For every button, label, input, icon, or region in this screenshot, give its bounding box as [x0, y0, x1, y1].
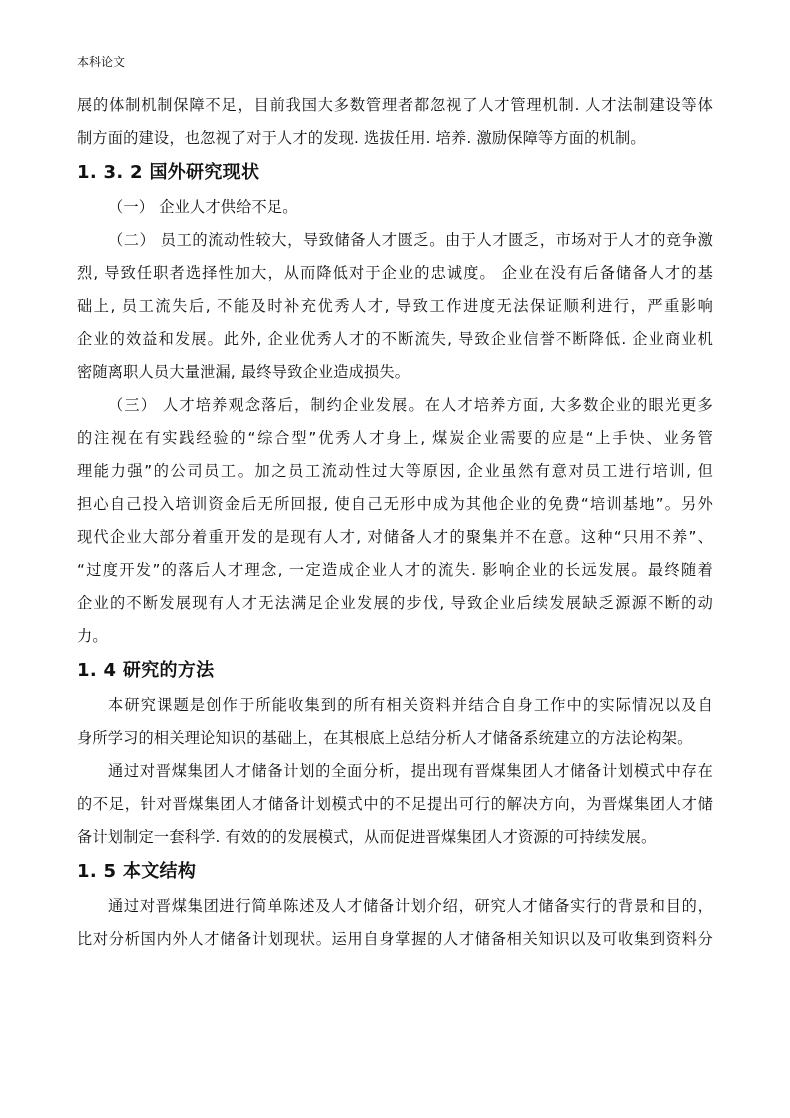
paragraph-line: 现代企业大部分着重开发的是现有人才, 对储备人才的聚集并不在意。这种“只用不养”、: [77, 528, 713, 546]
paragraph-line: 制方面的建设，也忽视了对于人才的发现. 选拔任用. 培养. 激励保障等方面的机制。: [77, 129, 646, 147]
section-heading: 1. 5 本文结构: [77, 861, 197, 882]
section-heading: 1. 4 研究的方法: [77, 660, 215, 681]
paragraph-line: 础上, 员工流失后, 不能及时补充优秀人才, 导致工作进度无法保证顺利进行，严重影响: [77, 297, 713, 315]
paragraph-line: 担心自己投入培训资金后无所回报, 使自己无形中成为其他企业的免费“培训基地”。另外: [77, 495, 713, 513]
paragraph-line: 密随离职人员大量泄漏, 最终导致企业造成损失。: [77, 363, 411, 381]
paragraph-line: 的不足，针对晋煤集团人才储备计划模式中的不足提出可行的解决方向，为晋煤集团人才储: [77, 795, 713, 813]
paragraph-line: 烈, 导致任职者选择性加大，从而降低对于企业的忠诚度。 企业在没有后备储备人才的基: [77, 264, 713, 282]
paragraph-line: （二） 员工的流动性较大，导致储备人才匮乏。由于人才匮乏，市场对于人才的竞争激: [108, 231, 713, 249]
paragraph-line: 通过对晋煤集团进行简单陈述及人才储备计划介绍，研究人才储备实行的背景和目的，: [108, 897, 713, 915]
section-heading: 1. 3. 2 国外研究现状: [77, 162, 260, 183]
paragraph-line: “过度开发”的落后人才理念, 一定造成企业人才的流失. 影响企业的长远发展。最终随着: [77, 561, 713, 579]
paragraph-line: 的注视在有实践经验的“综合型”优秀人才身上, 煤炭企业需要的应是“上手快、业务管: [77, 429, 713, 447]
paragraph-line: 力。: [77, 627, 108, 645]
paragraph-line: 企业的效益和发展。此外, 企业优秀人才的不断流失, 导致企业信誉不断降低. 企业商业机: [77, 330, 713, 348]
running-header: 本科论文: [77, 55, 126, 69]
paragraph-line: 备计划制定一套科学. 有效的的发展模式，从而促进晋煤集团人才资源的可持续发展。: [77, 828, 657, 846]
paragraph-line: （一） 企业人才供给不足。: [108, 198, 298, 216]
paragraph-line: 比对分析国内外人才储备计划现状。运用自身掌握的人才储备相关知识以及可收集到资料分: [77, 930, 713, 948]
paragraph-line: （三） 人才培养观念落后，制约企业发展。在人才培养方面, 大多数企业的眼光更多: [108, 396, 713, 414]
paragraph-line: 本研究课题是创作于所能收集到的所有相关资料并结合自身工作中的实际情况以及自: [108, 696, 713, 714]
paragraph-line: 理能力强”的公司员工。加之员工流动性过大等原因, 企业虽然有意对员工进行培训, 但: [77, 462, 713, 480]
paragraph-line: 展的体制机制保障不足，目前我国大多数管理者都忽视了人才管理机制. 人才法制建设等体: [77, 96, 713, 114]
paragraph-line: 身所学习的相关理论知识的基础上，在其根底上总结分析人才储备系统建立的方法论构架。: [77, 729, 693, 747]
paragraph-line: 通过对晋煤集团人才储备计划的全面分析，提出现有晋煤集团人才储备计划模式中存在: [108, 762, 713, 780]
paragraph-line: 企业的不断发展现有人才无法满足企业发展的步伐, 导致企业后续发展缺乏源源不断的动: [77, 594, 713, 612]
document-body: [77, 89, 713, 956]
